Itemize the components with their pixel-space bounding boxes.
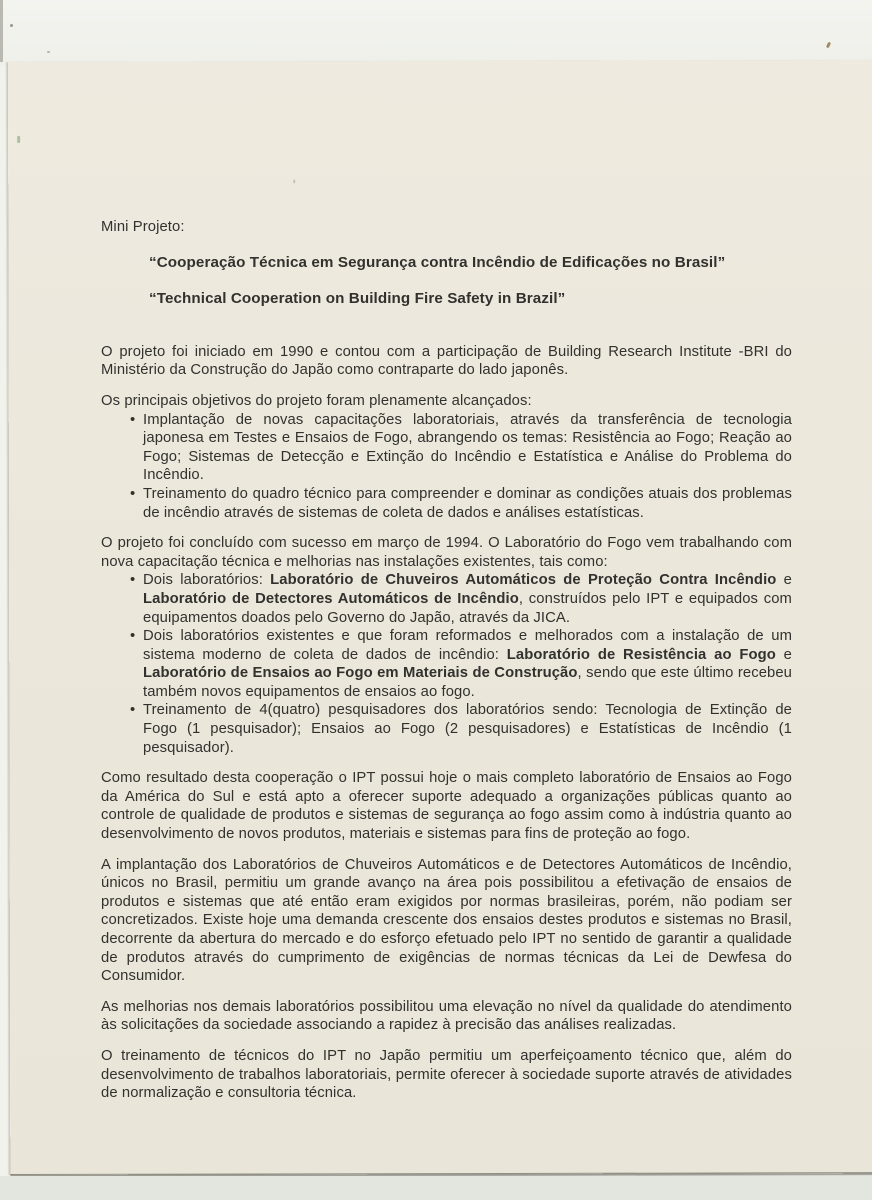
objective-text: Implantação de novas capacitações laboratoriais, através da transferência de tecnologia japonesa em Testes e Ensaios de Fogo, abrangendo os temas: Resistência ao Fogo; Reação ao Fogo; Sistemas de Detecção e Extinção do Incêndio e Estatística e Análise do Problema do Incêndio.: [143, 411, 792, 484]
scanner-backing-top: [0, 0, 872, 66]
scan-edge-shadow: [0, 0, 3, 62]
conclusion-intro: O projeto foi concluído com sucesso em março de 1994. O Laboratório do Fogo vem trabalhando com nova capacitação técnica e melhorias nas instalações existentes, tais como:: [101, 535, 792, 570]
scan-speck: [17, 136, 20, 143]
intro-paragraph: O projeto foi iniciado em 1990 e contou com a participação de Building Research Institute -BRI do Ministério da Construção do Japão como contraparte do lado japonês.: [101, 343, 792, 379]
list-item: [101, 411, 792, 485]
scanner-backing-bottom: [0, 1176, 872, 1200]
bullet-marker: •: [130, 572, 136, 589]
list-item: [101, 571, 792, 627]
improvement-text: Treinamento de 4(quatro) pesquisadores dos laboratórios sendo: Tecnologia de Extinção de Fogo (1 pesquisador); Ensaios ao Fogo (2 pesquisadores) e Estatísticas de Incêndio (1 pesquisador).: [143, 702, 792, 756]
improvement-text: Dois laboratórios existentes e que foram reformados e melhorados com a instalação de um sistema moderno de coleta de dados de incêndio: Laboratório de Resistência ao Fogo e Laboratório de Ensaios ao Fogo em Materiais de Construção, sendo que este último recebeu também novos equipamentos de ensaios ao fogo.: [143, 628, 793, 700]
objectives-intro: Os principais objetivos do projeto foram plenamente alcançados:: [101, 392, 532, 409]
bullet-marker: •: [130, 411, 136, 428]
improvement-text: Dois laboratórios: Laboratório de Chuveiros Automáticos de Proteção Contra Incêndio e Laboratório de Detectores Automáticos de Incêndio, construídos pelo IPT e equipados com equipamentos doados pelo Governo do Japão, através da JICA.: [143, 572, 792, 626]
bullet-marker: •: [130, 702, 136, 719]
document-title-portuguese: “Cooperação Técnica em Segurança contra Incêndio de Edificações no Brasil”: [149, 253, 726, 271]
document-title-english: “Technical Cooperation on Building Fire Safety in Brazil”: [149, 290, 566, 308]
bullet-marker: •: [130, 628, 136, 645]
scan-speck: [47, 51, 50, 53]
bullet-marker: •: [130, 485, 136, 502]
improvements-paragraph: As melhorias nos demais laboratórios possibilitou uma elevação no nível da qualidade do atendimento às solicitações da sociedade associando a rapidez à precisão das análises realizadas.: [101, 998, 792, 1034]
improvements-list: [101, 571, 792, 757]
list-item: [101, 627, 792, 701]
objective-text: Treinamento do quadro técnico para compreender e dominar as condições atuais dos problemas de incêndio através de sistemas de coleta de dados e análises estatísticas.: [143, 485, 792, 521]
objectives-list: [101, 411, 792, 523]
implementation-paragraph: A implantação dos Laboratórios de Chuveiros Automáticos e de Detectores Automáticos de Incêndio, únicos no Brasil, permitiu um grande avanço na área pois possibilitou a efetivação de ensaios de produtos e sistemas que até então eram exigidos por normas brasileiras, porém, não podiam ser concretizados. Existe hoje uma demanda crescente dos ensaios destes produtos e sistemas no Brasil, decorrente da abertura do mercado e do esforço efetuado pelo IPT no sentido de garantir a qualidade de produtos através do cumprimento de exigências de normas técnicas da Lei de Dewfesa do Consumidor.: [101, 856, 792, 985]
list-item: [101, 485, 792, 522]
list-item: [101, 701, 792, 757]
training-paragraph: O treinamento de técnicos do IPT no Japão permitiu um aperfeiçoamento técnico que, além do desenvolvimento de trabalhos laboratoriais, permite oferecer à sociedade suporte através de atividades de normalização e consultoria técnica.: [101, 1047, 792, 1102]
document-body: [101, 218, 792, 1115]
scan-speck: [293, 179, 295, 183]
project-label: Mini Projeto:: [101, 219, 185, 235]
results-paragraph: Como resultado desta cooperação o IPT possui hoje o mais completo laboratório de Ensaios ao Fogo da América do Sul e está apto a oferecer suporte adequado a organizações públicas quanto ao controle de qualidade de produtos e sistemas de segurança ao fogo assim como à indústria quanto ao desenvolvimento de novos produtos, materiais e sistemas para fins de proteção ao fogo.: [101, 770, 792, 843]
scan-speck: [10, 24, 13, 27]
